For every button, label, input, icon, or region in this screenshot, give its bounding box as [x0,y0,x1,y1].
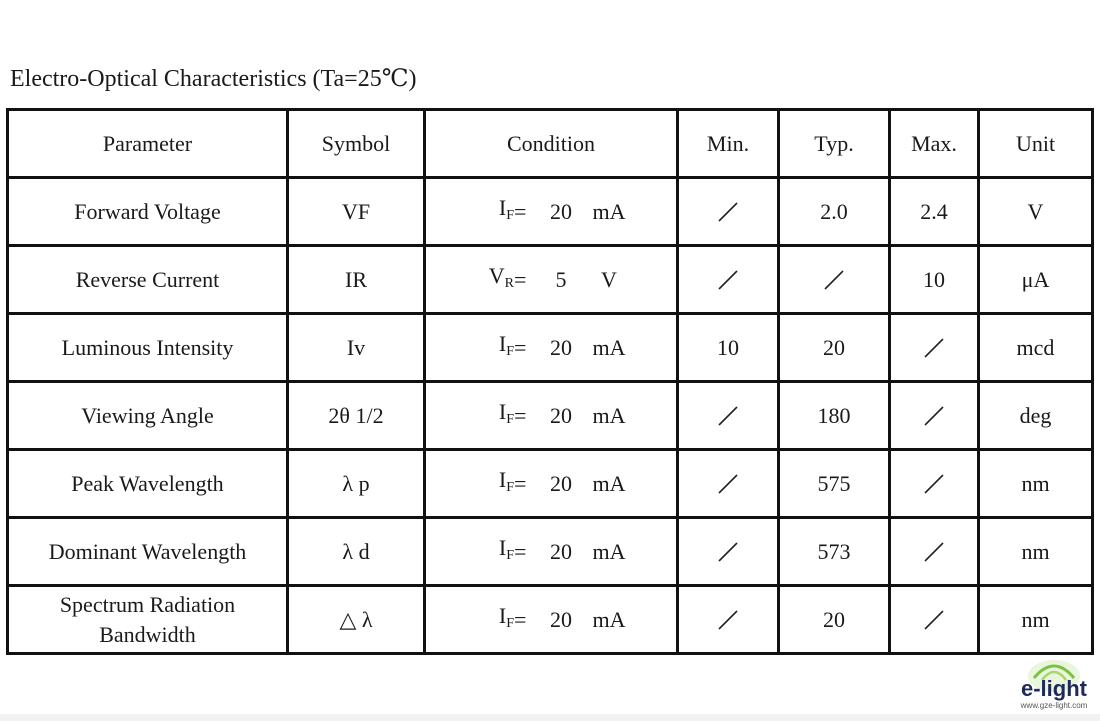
condition-value: 5 [555,266,567,292]
header-condition: Condition [425,110,678,178]
cell-typ: 180 [779,382,890,450]
cell-min-slash-mark [678,518,779,586]
cell-parameter: Forward Voltage [8,178,288,246]
cell-symbol: λ d [288,518,425,586]
slash-mark [923,541,945,563]
cell-unit: deg [979,382,1093,450]
table-header-row [8,110,1093,178]
cell-condition [425,518,678,586]
condition-symbol: $I_F$ [498,466,514,495]
header-min: Min. [678,110,779,178]
cell-typ: 2.0 [779,178,890,246]
condition-value: 20 [550,538,572,564]
cell-condition [425,314,678,382]
condition-unit: V [601,266,617,292]
page-title: Electro-Optical Characteristics (Ta=25℃) [10,66,417,92]
condition-equals: = [514,266,527,292]
cell-typ: 573 [779,518,890,586]
condition-equals: = [514,538,527,564]
table-row [8,314,1093,382]
condition-value: 20 [550,334,572,360]
condition-unit: mA [592,198,626,224]
cell-max-slash-mark [890,518,979,586]
condition-symbol: $I_F$ [498,602,514,631]
cell-unit: mcd [979,314,1093,382]
cell-typ: 20 [779,314,890,382]
slash-mark [717,541,739,563]
cell-min-slash-mark [678,450,779,518]
header-max: Max. [890,110,979,178]
table-row [8,382,1093,450]
condition-symbol: $V_R$ [488,262,514,291]
condition-symbol: $I_F$ [498,194,514,223]
table-row [8,518,1093,586]
condition-unit: mA [592,334,626,360]
cell-unit: V [979,178,1093,246]
condition-value: 20 [550,402,572,428]
cell-parameter: Spectrum Radiation Bandwidth [8,586,288,654]
cell-parameter: Reverse Current [8,246,288,314]
cell-max-slash-mark [890,382,979,450]
table-row [8,586,1093,654]
cell-parameter: Viewing Angle [8,382,288,450]
cell-max-slash-mark [890,450,979,518]
cell-unit: nm [979,450,1093,518]
header-symbol: Symbol [288,110,425,178]
cell-max-slash-mark [890,586,979,654]
cell-max-slash-mark [890,314,979,382]
condition-unit: mA [592,470,626,496]
condition-equals: = [514,402,527,428]
table-row [8,450,1093,518]
condition-unit: mA [592,402,626,428]
logo-brand-text: e-light [1021,676,1087,701]
cell-min: 10 [678,314,779,382]
cell-symbol: 2θ 1/2 [288,382,425,450]
slash-mark [923,473,945,495]
cell-condition [425,178,678,246]
cell-symbol: △ λ [288,586,425,654]
condition-unit: mA [592,606,626,632]
slash-mark [717,473,739,495]
condition-equals: = [514,470,527,496]
cell-min-slash-mark [678,246,779,314]
cell-parameter: Dominant Wavelength [8,518,288,586]
cell-condition [425,586,678,654]
condition-equals: = [514,198,527,224]
cell-condition [425,382,678,450]
cell-max: 10 [890,246,979,314]
cell-symbol: VF [288,178,425,246]
slash-mark [923,337,945,359]
slash-mark [717,609,739,631]
logo-url-text: www.gze-light.com [1020,701,1088,710]
cell-parameter: Peak Wavelength [8,450,288,518]
cell-typ: 20 [779,586,890,654]
cell-condition [425,246,678,314]
bottom-bar [0,714,1100,721]
slash-mark [823,269,845,291]
table-row [8,246,1093,314]
condition-symbol: $I_F$ [498,398,514,427]
cell-min-slash-mark [678,178,779,246]
cell-symbol: IR [288,246,425,314]
table-row [8,178,1093,246]
slash-mark [717,269,739,291]
slash-mark [717,201,739,223]
condition-value: 20 [550,470,572,496]
condition-symbol: $I_F$ [498,534,514,563]
cell-min-slash-mark [678,586,779,654]
characteristics-table [6,108,1094,655]
condition-value: 20 [550,198,572,224]
slash-mark [717,405,739,427]
cell-max: 2.4 [890,178,979,246]
header-typ: Typ. [779,110,890,178]
cell-typ: 575 [779,450,890,518]
cell-symbol: λ p [288,450,425,518]
header-parameter: Parameter [8,110,288,178]
cell-condition [425,450,678,518]
condition-symbol: $I_F$ [498,330,514,359]
cell-typ-slash-mark [779,246,890,314]
cell-unit: nm [979,586,1093,654]
cell-parameter: Luminous Intensity [8,314,288,382]
e-light-logo [1010,652,1098,716]
cell-symbol: Iv [288,314,425,382]
slash-mark [923,405,945,427]
header-unit: Unit [979,110,1093,178]
condition-unit: mA [592,538,626,564]
condition-equals: = [514,606,527,632]
cell-min-slash-mark [678,382,779,450]
condition-value: 20 [550,606,572,632]
slash-mark [923,609,945,631]
condition-equals: = [514,334,527,360]
cell-unit: μA [979,246,1093,314]
cell-unit: nm [979,518,1093,586]
